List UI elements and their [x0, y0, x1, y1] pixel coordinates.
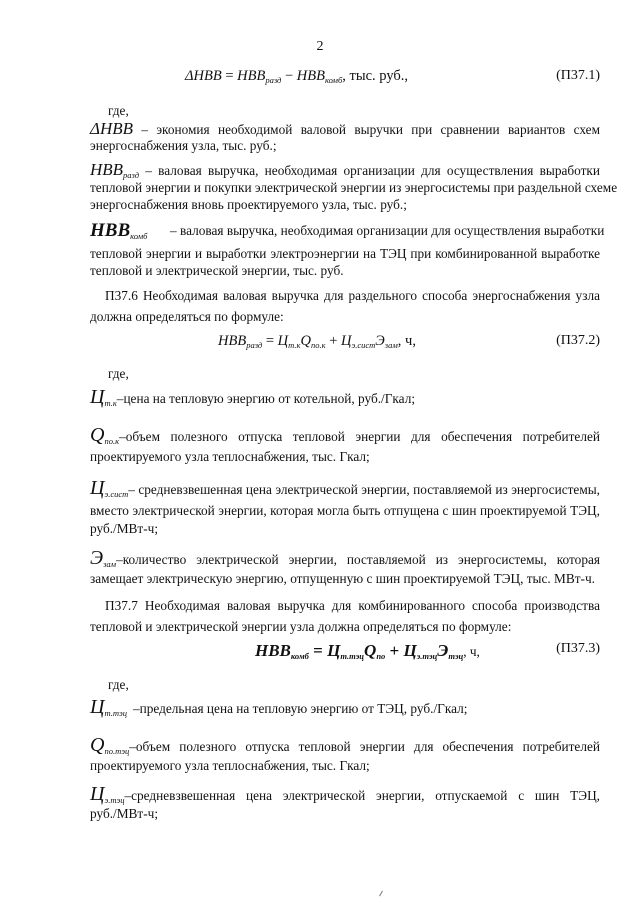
definition-line: руб./МВт-ч;: [90, 806, 159, 821]
definition-c-esist: $Ц_{э.сист}-$ средневзвешенная цена электрической энергии, поставляемой из энергосистемы,: [90, 477, 600, 499]
definition-line: проектируемого узла теплоснабжения, тыс. Гкал;: [90, 449, 370, 464]
definition-line: энергоснабжения вновь проектируемого узла, тыс. руб.;: [90, 197, 407, 212]
paragraph-line: тепловой и электрической энергии узла должна определяться по формуле:: [90, 619, 512, 634]
formula-p37-2: [90, 333, 600, 355]
definition-line: руб./МВт-ч;: [90, 521, 159, 536]
formula-body: $НВВ_{разд} = Ц_{т.к}Q_{по.к} + Ц_{э.сист}Э_{зам}$, ч,: [218, 333, 416, 350]
definition-line: замещает электрическую энергию, отпущенную с шин проектируемой ТЭЦ, тыс. МВт-ч.: [90, 571, 595, 586]
formula-body: $НВВ_{комб} = Ц_{т.тэц}Q_{по} + Ц_{э.тэц}Э_{тэц}$, ч,: [255, 641, 480, 661]
formula-number: (П37.2): [556, 333, 600, 348]
where-label: где,: [108, 677, 129, 692]
definition-line: вместо электрической энергии, которая могла быть отпущена с шин проектируемой ТЭЦ,: [90, 503, 600, 518]
definition-delta-nvv: ΔНВВ – экономия необходимой валовой выручки при сравнении вариантов схем: [90, 119, 600, 138]
definition-nvv-razd: $НВВ_{разд}$ – валовая выручка, необходимая организации для осуществления выработки: [90, 160, 600, 180]
formula-body: $\Delta НВВ = НВВ_{разд} - НВВ_{комб}$, тыс. руб.,: [185, 68, 409, 85]
formula-number: (П37.3): [556, 641, 600, 656]
page-number: 2: [316, 39, 324, 54]
definition-nvv-komb: $НВВ_{комб}$ – валовая выручка, необходимая организации для осуществления выработки: [90, 220, 605, 241]
paragraph-p37-6: П37.6 Необходимая валовая выручка для раздельного способа энергоснабжения узла: [105, 288, 600, 303]
definition-c-etec: $Ц_{э.тэц}$–средневзвешенная цена электрической энергии, отпускаемой с шин ТЭЦ,: [90, 783, 600, 805]
where-label: где,: [108, 103, 129, 118]
definition-e-zam: $Э_{зам}$–количество электрической энергии, поставляемой из энергосистемы, которая: [90, 547, 600, 569]
definition-line: тепловой и электрической энергии, тыс. руб.: [90, 263, 344, 278]
definition-line: проектируемого узла теплоснабжения, тыс. Гкал;: [90, 758, 370, 773]
definition-q-potec: $Q_{по.тэц}$–объем полезного отпуска тепловой энергии для обеспечения потребителей: [90, 734, 600, 756]
definition-line: энергоснабжения узла, тыс. руб.;: [90, 138, 277, 153]
definition-line: тепловой энергии и покупки электрической энергии из энергосистемы при раздельной схеме: [90, 180, 618, 195]
scan-mark: [379, 891, 383, 897]
definition-line: тепловой энергии и выработки электроэнергии на ТЭЦ при комбинированной выработке: [90, 246, 600, 261]
definition-c-ttec: $Ц_{т.тэц}$ –предельная цена на тепловую энергию от ТЭЦ, руб./Гкал;: [90, 696, 468, 718]
paragraph-line: должна определяться по формуле:: [90, 309, 284, 324]
formula-p37-1: [90, 68, 600, 90]
formula-p37-3: [90, 641, 600, 663]
formula-number: (П37.1): [556, 68, 600, 83]
definition-q-pok: $Q_{по.к}$–объем полезного отпуска тепловой энергии для обеспечения потребителей: [90, 424, 600, 446]
where-label: где,: [108, 366, 129, 381]
paragraph-p37-7: П37.7 Необходимая валовая выручка для комбинированного способа производства: [105, 598, 600, 613]
definition-c-tk: $Ц_{т.к}$–цена на тепловую энергию от котельной, руб./Гкал;: [90, 386, 416, 408]
